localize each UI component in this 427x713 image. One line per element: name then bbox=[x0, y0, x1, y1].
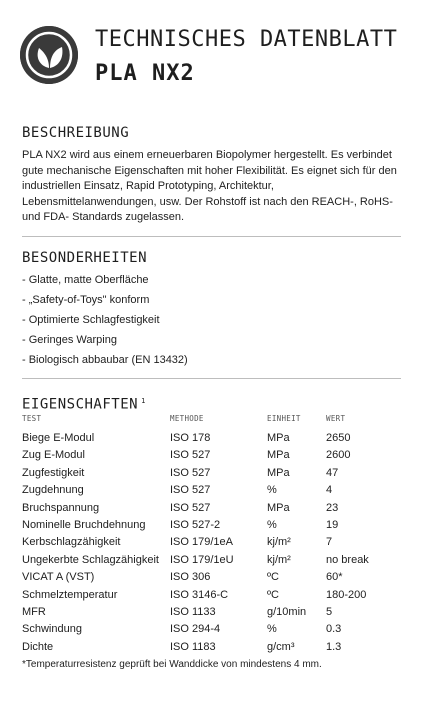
cell-wert: 180-200 bbox=[326, 588, 367, 601]
divider bbox=[22, 378, 401, 379]
footnote-mark: 1 bbox=[141, 397, 146, 405]
table-row bbox=[22, 430, 401, 447]
list-item: - Optimierte Schlagfestigkeit bbox=[22, 314, 160, 326]
column-header-methode: METHODE bbox=[170, 413, 204, 423]
list-item: - „Safety-of-Toys" konform bbox=[22, 294, 150, 306]
cell-test: Dichte bbox=[22, 640, 54, 653]
besonderheiten-heading: BESONDERHEITEN bbox=[22, 250, 148, 266]
cell-einheit: MPa bbox=[267, 501, 290, 514]
cell-wert: 4 bbox=[326, 484, 333, 497]
cell-einheit: g/cm³ bbox=[267, 640, 295, 653]
cell-wert: 1.3 bbox=[326, 640, 342, 653]
beschreibung-heading: BESCHREIBUNG bbox=[22, 125, 130, 141]
cell-test: Ungekerbte Schlagzähigkeit bbox=[22, 553, 159, 566]
cell-wert: 47 bbox=[326, 466, 339, 479]
cell-einheit: kj/m² bbox=[267, 553, 291, 566]
table-row bbox=[22, 604, 401, 621]
divider bbox=[22, 236, 401, 237]
cell-test: Biege E-Modul bbox=[22, 432, 95, 444]
cell-methode: ISO 527-2 bbox=[170, 519, 221, 532]
table-row bbox=[22, 482, 401, 499]
cell-wert: 2650 bbox=[326, 432, 351, 444]
cell-wert: 7 bbox=[326, 536, 333, 549]
cell-methode: ISO 1133 bbox=[170, 606, 216, 619]
leaf-logo-icon bbox=[20, 26, 78, 84]
cell-test: Schmelztemperatur bbox=[22, 588, 118, 601]
cell-wert: no break bbox=[326, 553, 369, 566]
table-header-row bbox=[22, 412, 401, 430]
table-row bbox=[22, 621, 401, 638]
table-row bbox=[22, 587, 401, 604]
cell-test: Bruchspannung bbox=[22, 501, 100, 514]
list-item: - Glatte, matte Oberfläche bbox=[22, 274, 149, 286]
cell-wert: 5 bbox=[326, 606, 333, 619]
cell-wert: 0.3 bbox=[326, 623, 342, 636]
cell-einheit: MPa bbox=[267, 432, 290, 444]
cell-wert: 23 bbox=[326, 501, 339, 514]
cell-test: Schwindung bbox=[22, 623, 82, 636]
cell-einheit: ºC bbox=[267, 571, 279, 584]
cell-test: MFR bbox=[22, 606, 46, 619]
cell-test: Zugdehnung bbox=[22, 484, 84, 497]
cell-methode: ISO 179/1eA bbox=[170, 536, 233, 549]
cell-test: Nominelle Bruchdehnung bbox=[22, 519, 146, 532]
table-row bbox=[22, 534, 401, 551]
cell-einheit: MPa bbox=[267, 466, 290, 479]
list-item: - Geringes Warping bbox=[22, 334, 117, 346]
cell-einheit: g/10min bbox=[267, 606, 307, 619]
properties-table bbox=[22, 412, 401, 656]
beschreibung-text: PLA NX2 wird aus einem erneuerbaren Biopolymer hergestellt. Es verbindet gute mechanische Eigenschaften mit hoher Flexibilität. Es eignet sich für den industriellen Einsatz, Rapid Prototyping, Architektur, Lebensmittelanwendungen, usw. Der Rohstoff ist nach den REACH-, RoHS- und FDA- Standards zugelassen. bbox=[22, 149, 397, 223]
product-name: PLA NX2 bbox=[95, 61, 195, 86]
table-row bbox=[22, 465, 401, 482]
footnote-text: *Temperaturresistenz geprüft bei Wanddicke von mindestens 4 mm. bbox=[22, 659, 322, 670]
table-row bbox=[22, 500, 401, 517]
document-title: TECHNISCHES DATENBLATT bbox=[95, 27, 398, 52]
table-row bbox=[22, 569, 401, 586]
cell-methode: ISO 179/1eU bbox=[170, 553, 234, 566]
cell-einheit: kj/m² bbox=[267, 536, 291, 549]
cell-methode: ISO 3146-C bbox=[170, 588, 229, 601]
cell-test: VICAT A (VST) bbox=[22, 571, 95, 584]
cell-einheit: % bbox=[267, 484, 277, 497]
column-header-einheit: EINHEIT bbox=[267, 413, 301, 423]
features-list bbox=[22, 270, 188, 370]
cell-wert: 19 bbox=[326, 519, 339, 532]
column-header-wert: WERT bbox=[326, 413, 346, 423]
cell-test: Zugfestigkeit bbox=[22, 466, 85, 479]
cell-methode: ISO 527 bbox=[170, 484, 211, 497]
cell-einheit: MPa bbox=[267, 449, 290, 462]
cell-test: Kerbschlagzähigkeit bbox=[22, 536, 121, 549]
cell-methode: ISO 1183 bbox=[170, 640, 216, 653]
cell-methode: ISO 306 bbox=[170, 571, 211, 584]
column-header-test: TEST bbox=[22, 413, 42, 423]
cell-methode: ISO 527 bbox=[170, 501, 211, 514]
table-row bbox=[22, 552, 401, 569]
cell-test: Zug E-Modul bbox=[22, 449, 85, 462]
cell-wert: 60* bbox=[326, 571, 343, 584]
cell-methode: ISO 527 bbox=[170, 466, 211, 479]
cell-einheit: % bbox=[267, 623, 277, 636]
table-row bbox=[22, 517, 401, 534]
eigenschaften-heading: EIGENSCHAFTEN $^1$ bbox=[22, 396, 146, 413]
table-row bbox=[22, 447, 401, 464]
cell-einheit: ºC bbox=[267, 588, 279, 601]
cell-wert: 2600 bbox=[326, 449, 351, 462]
cell-methode: ISO 294-4 bbox=[170, 623, 221, 636]
table-row bbox=[22, 639, 401, 656]
list-item: - Biologisch abbaubar (EN 13432) bbox=[22, 354, 188, 366]
cell-einheit: % bbox=[267, 519, 277, 532]
cell-methode: ISO 527 bbox=[170, 449, 211, 462]
cell-methode: ISO 178 bbox=[170, 432, 211, 444]
